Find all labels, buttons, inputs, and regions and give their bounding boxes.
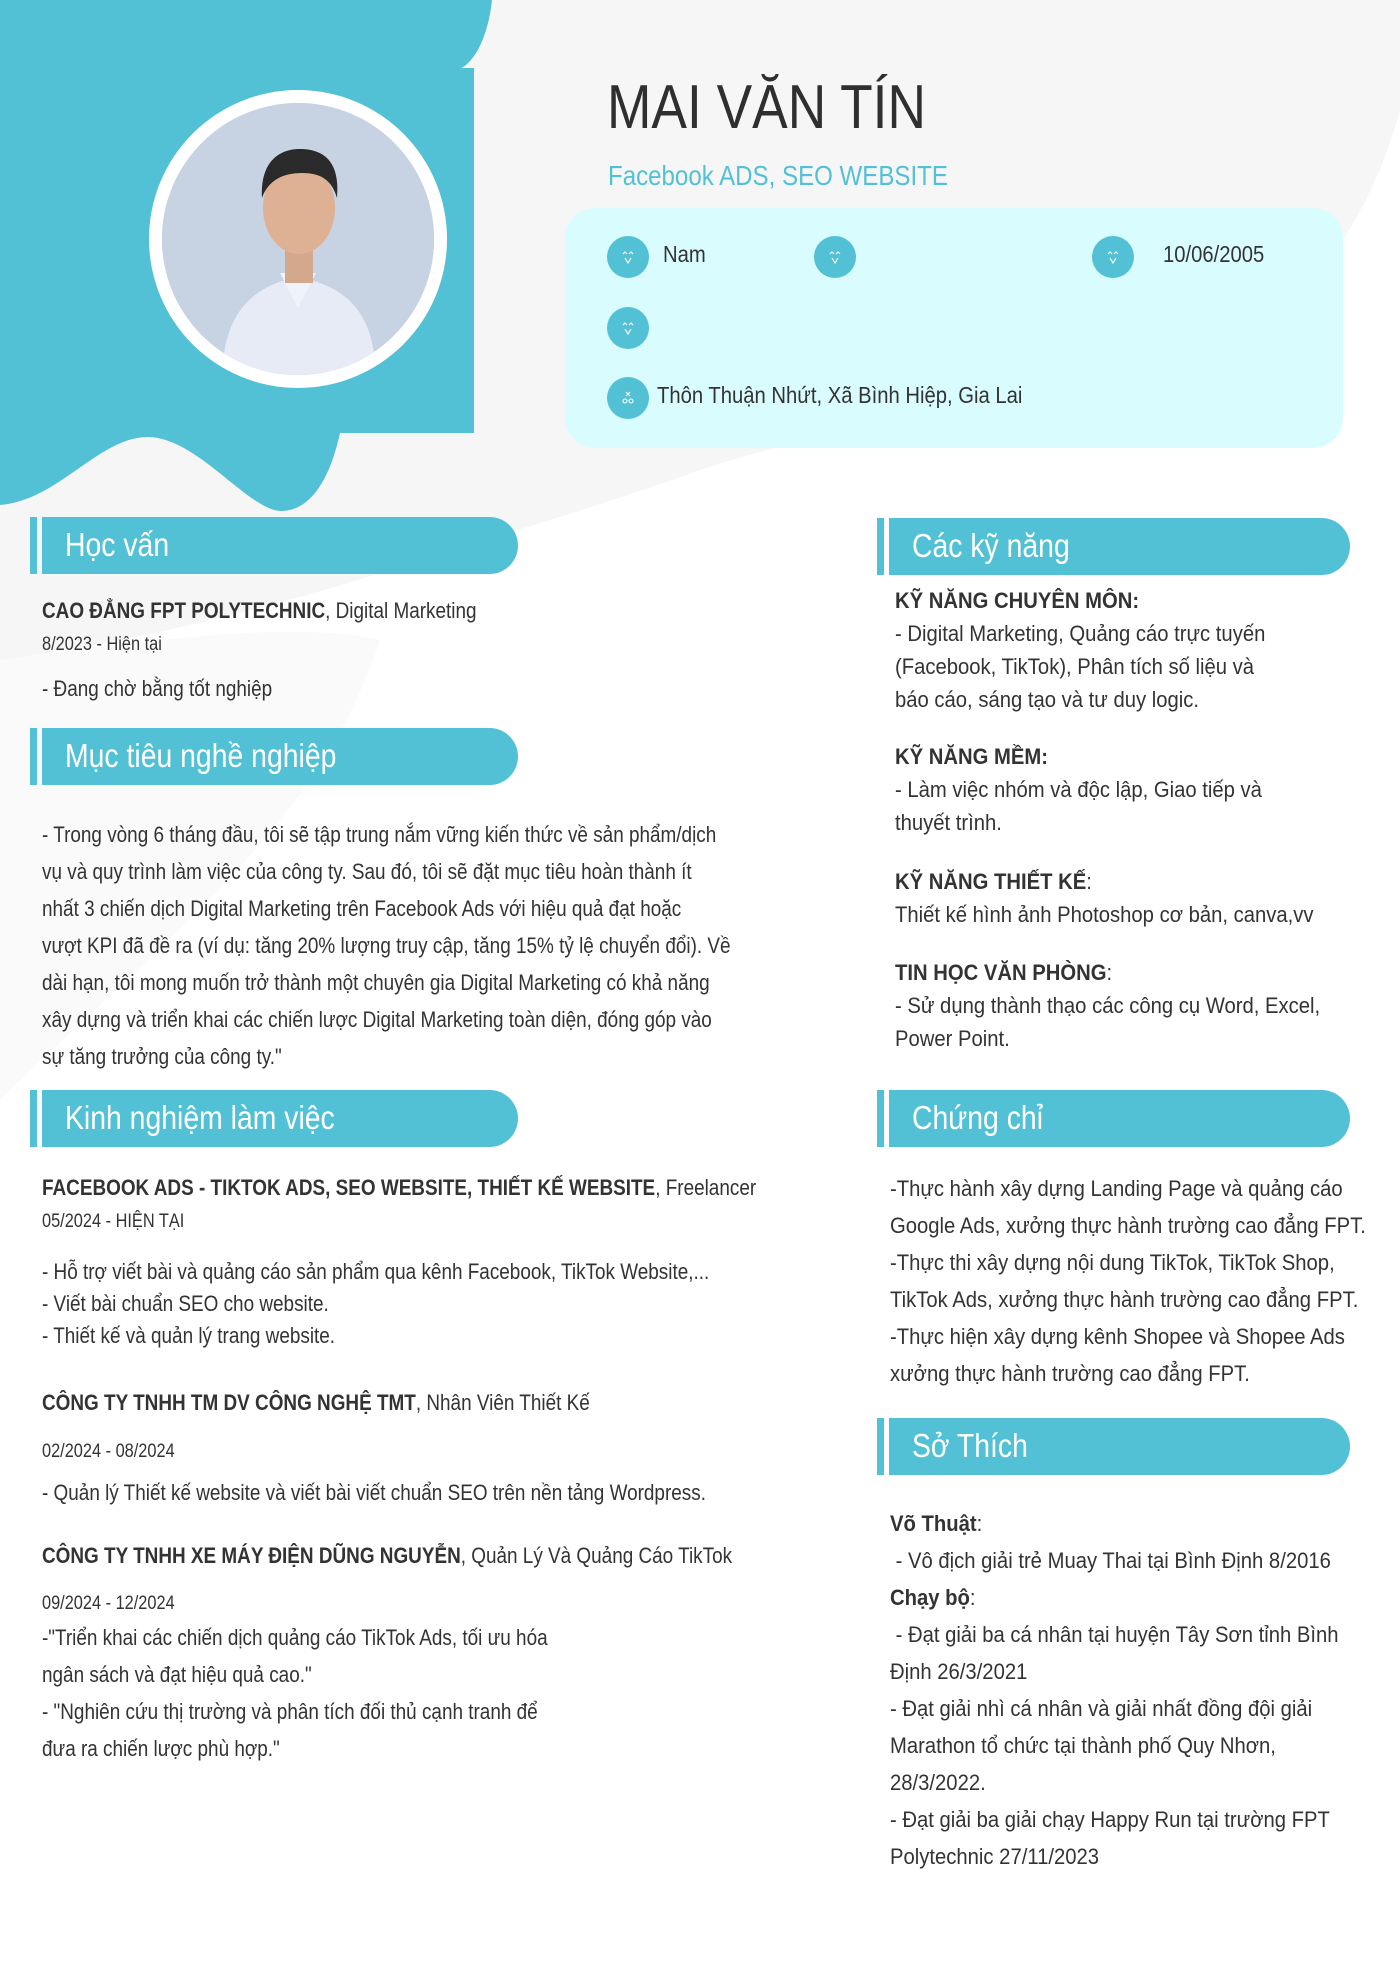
section-skills-header — [877, 518, 1350, 575]
skill-group — [895, 956, 1320, 1055]
hobby-line: - Đạt giải nhì cá nhân và giải nhất đồng đội giải — [890, 1696, 1313, 1721]
job-bullet: -"Triển khai các chiến dịch quảng cáo TikTok Ads, tối ưu hóa — [42, 1625, 548, 1650]
job-bullet: - Quản lý Thiết kế website và viết bài viết chuẩn SEO trên nền tảng Wordpress. — [42, 1480, 706, 1505]
phone-icon — [814, 236, 856, 278]
gender-icon — [607, 236, 649, 278]
header-accent-bar — [877, 518, 884, 575]
certificates-list — [890, 1170, 1366, 1392]
certificate-line: -Thực hành xây dựng Landing Page và quảng cáo — [890, 1176, 1343, 1201]
section-education-header — [30, 517, 518, 574]
hobby-line: Định 26/3/2021 — [890, 1659, 1028, 1684]
gender-value: Nam — [663, 241, 706, 267]
hobby-line: Polytechnic 27/11/2023 — [890, 1844, 1100, 1869]
skill-line: - Làm việc nhóm và độc lập, Giao tiếp và — [895, 777, 1262, 802]
job-title-line — [42, 1169, 756, 1206]
skill-group-suffix: : — [1106, 960, 1113, 985]
objective-line: vượt KPI đã đề ra (ví dụ: tăng 20% lượng truy cập, tăng 15% tỷ lệ chuyển đổi). Về — [42, 933, 731, 958]
location-icon — [607, 377, 649, 419]
hobby-suffix: : — [976, 1511, 983, 1536]
email-icon — [607, 307, 649, 349]
section-title: Sở Thích — [912, 1427, 1028, 1464]
job-title-line — [42, 1384, 590, 1421]
job-role: , Nhân Viên Thiết Kế — [415, 1390, 590, 1415]
section-experience-header — [30, 1090, 518, 1147]
job-description — [42, 1256, 709, 1352]
candidate-name: MAI VĂN TÍN — [607, 73, 926, 142]
objective-line: xây dựng và triển khai các chiến lược Digital Marketing toàn diện, đóng góp vào — [42, 1007, 712, 1032]
skill-line: thuyết trình. — [895, 810, 1002, 835]
section-title: Các kỹ năng — [912, 527, 1070, 564]
skill-group-title: KỸ NĂNG MỀM: — [895, 744, 1048, 769]
section-title: Mục tiêu nghề nghiệp — [65, 737, 337, 774]
header-accent-bar — [30, 1090, 37, 1147]
job-period: 09/2024 - 12/2024 — [42, 1593, 175, 1614]
job-role: , Quản Lý Và Quảng Cáo TikTok — [460, 1543, 733, 1568]
skill-group-title: KỸ NĂNG CHUYÊN MÔN: — [895, 588, 1140, 613]
job-bullet: - Viết bài chuẩn SEO cho website. — [42, 1291, 329, 1316]
education-major: , Digital Marketing — [325, 598, 477, 623]
candidate-title: Facebook ADS, SEO WEBSITE — [608, 160, 948, 191]
section-objective-header — [30, 728, 518, 785]
skill-group — [895, 740, 1262, 839]
objective-line: sự tăng trưởng của công ty." — [42, 1044, 282, 1069]
section-hobbies-header — [877, 1418, 1350, 1475]
job-period: 05/2024 - HIỆN TẠI — [42, 1211, 185, 1232]
education-school-line — [42, 592, 477, 629]
hobby-line: - Đạt giải ba cá nhân tại huyện Tây Sơn tỉnh Bình — [890, 1622, 1339, 1647]
job-company: FACEBOOK ADS - TIKTOK ADS, SEO WEBSITE, THIẾT KẾ WEBSITE — [42, 1175, 656, 1200]
header-accent-bar — [30, 517, 37, 574]
skill-line: Thiết kế hình ảnh Photoshop cơ bản, canva,vv — [895, 902, 1314, 927]
portrait-illustration — [162, 103, 434, 375]
skill-group-title: TIN HỌC VĂN PHÒNG — [895, 960, 1107, 985]
job-bullet: đưa ra chiến lược phù hợp." — [42, 1736, 280, 1761]
objective-text — [42, 816, 731, 1075]
skill-group — [895, 865, 1314, 931]
education-note: - Đang chờ bằng tốt nghiệp — [42, 676, 273, 701]
avatar — [162, 103, 434, 375]
certificate-line: -Thực thi xây dựng nội dung TikTok, TikTok Shop, — [890, 1250, 1335, 1275]
section-title: Học vấn — [65, 526, 170, 563]
skill-line: - Digital Marketing, Quảng cáo trực tuyến — [895, 621, 1266, 646]
objective-line: nhất 3 chiến dịch Digital Marketing trên Facebook Ads với hiệu quả đạt hoặc — [42, 896, 682, 921]
skill-line: (Facebook, TikTok), Phân tích số liệu và — [895, 654, 1255, 679]
hobby-title: Võ Thuật — [890, 1511, 977, 1536]
hobby-line: 28/3/2022. — [890, 1770, 986, 1795]
hobby-line: - Đạt giải ba giải chạy Happy Run tại trường FPT — [890, 1807, 1330, 1832]
certificate-line: -Thực hiện xây dựng kênh Shopee và Shopee Ads — [890, 1324, 1345, 1349]
skill-line: Power Point. — [895, 1026, 1010, 1051]
section-title: Kinh nghiệm làm việc — [65, 1099, 335, 1136]
hobby-line: Marathon tổ chức tại thành phố Quy Nhơn, — [890, 1733, 1276, 1758]
education-school: CAO ĐẲNG FPT POLYTECHNIC — [42, 598, 326, 623]
job-bullet: ngân sách và đạt hiệu quả cao." — [42, 1662, 312, 1687]
job-company: CÔNG TY TNHH TM DV CÔNG NGHỆ TMT — [42, 1390, 416, 1415]
calendar-icon — [1092, 236, 1134, 278]
skill-group — [895, 584, 1265, 716]
job-title-line — [42, 1537, 732, 1574]
objective-line: - Trong vòng 6 tháng đầu, tôi sẽ tập trung nắm vững kiến thức về sản phẩm/dịch — [42, 822, 717, 847]
skill-line: báo cáo, sáng tạo và tư duy logic. — [895, 687, 1200, 712]
header-accent-bar — [877, 1090, 884, 1147]
hobbies-list — [890, 1505, 1339, 1875]
skill-group-title: KỸ NĂNG THIẾT KẾ — [895, 869, 1087, 894]
job-bullet: - Thiết kế và quản lý trang website. — [42, 1323, 336, 1348]
certificate-line: TikTok Ads, xưởng thực hành trường cao đẳng FPT. — [890, 1287, 1359, 1312]
objective-line: vụ và quy trình làm việc của công ty. Sau đó, tôi sẽ đặt mục tiêu hoàn thành ít — [42, 859, 692, 884]
skill-line: - Sử dụng thành thạo các công cụ Word, Excel, — [895, 993, 1321, 1018]
job-bullet: - Hỗ trợ viết bài và quảng cáo sản phẩm qua kênh Facebook, TikTok Website,... — [42, 1259, 710, 1284]
section-title: Chứng chỉ — [912, 1099, 1044, 1136]
certificate-line: xưởng thực hành trường cao đẳng FPT. — [890, 1361, 1250, 1386]
address-value: Thôn Thuận Nhứt, Xã Bình Hiệp, Gia Lai — [657, 382, 1023, 408]
header-accent-bar — [30, 728, 37, 785]
objective-line: dài hạn, tôi mong muốn trở thành một chuyên gia Digital Marketing có khả năng — [42, 970, 710, 995]
certificate-line: Google Ads, xưởng thực hành trường cao đẳng FPT. — [890, 1213, 1366, 1238]
job-role: , Freelancer — [655, 1175, 757, 1200]
skill-group-suffix: : — [1086, 869, 1092, 894]
section-certificates-header — [877, 1090, 1350, 1147]
hobby-line: - Vô địch giải trẻ Muay Thai tại Bình Định 8/2016 — [890, 1548, 1331, 1573]
job-bullet: - "Nghiên cứu thị trường và phân tích đối thủ cạnh tranh để — [42, 1699, 538, 1724]
education-period: 8/2023 - Hiện tại — [42, 634, 162, 655]
job-period: 02/2024 - 08/2024 — [42, 1441, 175, 1462]
hobby-title: Chạy bộ — [890, 1585, 970, 1610]
dob-value: 10/06/2005 — [1163, 241, 1265, 267]
header-accent-bar — [877, 1418, 884, 1475]
job-description — [42, 1619, 548, 1767]
hobby-suffix: : — [969, 1585, 976, 1610]
job-company: CÔNG TY TNHH XE MÁY ĐIỆN DŨNG NGUYỄN — [42, 1543, 461, 1568]
